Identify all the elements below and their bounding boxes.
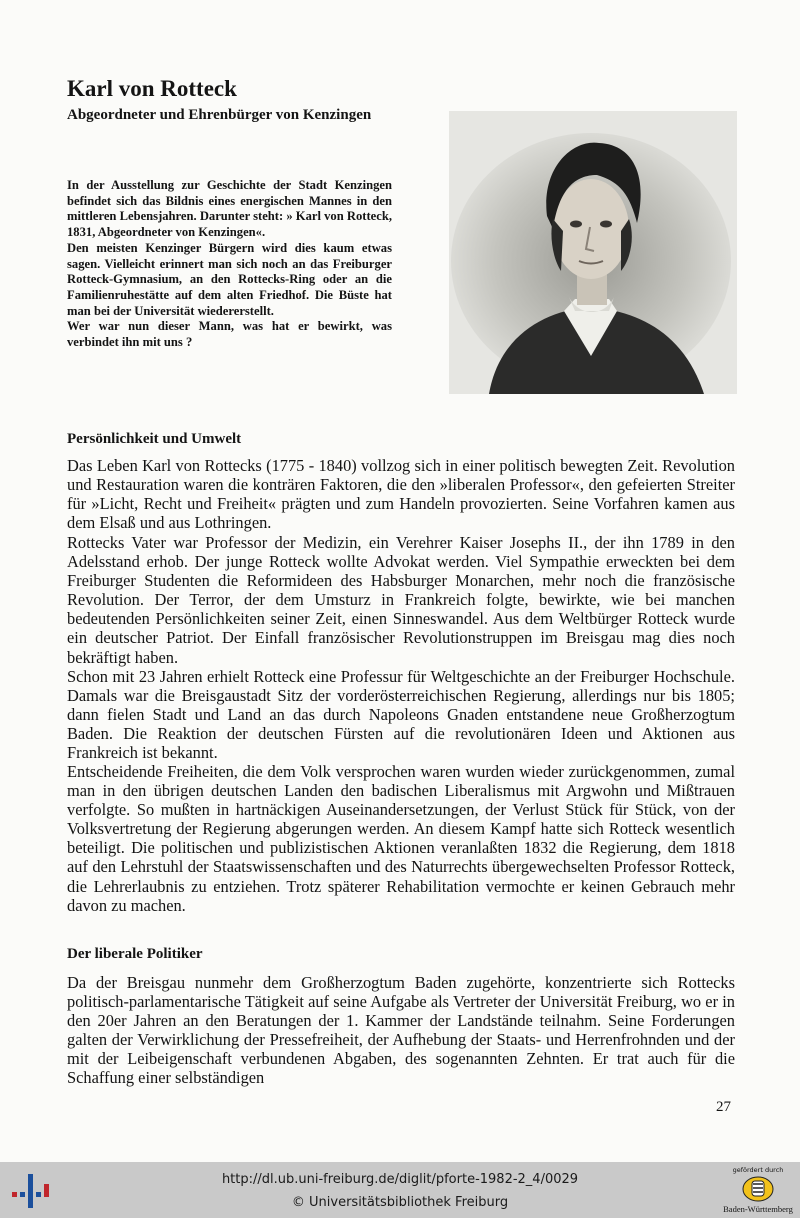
portrait-image (449, 111, 737, 394)
page-title: Karl von Rotteck (67, 76, 237, 101)
sponsor-badge (716, 1166, 800, 1216)
paragraph-2: Rottecks Vater war Professor der Medizin, ein Verehrer Kaiser Josephs II., der ihn 1789 in den Adelsstand erhob. Der junge Rotteck wollte Advokat werden. Viel Sympathie erweckten bei dem Freiburger Studenten die Reformideen des Habsburger Monarchen, mehr noch die französische Revolution. Der Terror, der dem Umsturz in Frankreich folgte, bewirkte, wie bei manchen bedeutenden Persönlichkeiten seiner Zeit, einen Sinneswandel. Aus dem Weltbürger Rotteck wurde ein deutscher Patriot. Der Einfall französischer Revolutionstruppen im Breisgau mag dies noch bekräftigt haben. (67, 533, 735, 667)
footer-url-link[interactable]: http://dl.ub.uni-freiburg.de/diglit/pforte-1982-2_4/0029 (221, 1172, 579, 1187)
paragraph-4: Entscheidende Freiheiten, die dem Volk versprochen waren wurden wieder zurückgenommen, zumal man in den übrigen deutschen Landen den badischen Liberalismus mit Argwohn und Mißtrauen verfolgte. So mußten in hartnäckigen Auseinandersetzungen, der Verlust Stück für Stück, von der Volksvertretung der Regierung abgerungen werden. An diesem Kampf hatte sich Rotteck wesentlich beteiligt. Die politischen und publizistischen Aktionen veranlaßten 1832 die Regierung, dem 1818 auf den Lehrstuhl der Staatswissenschaften und des Naturrechts übergewechselten Professor Rotteck, die Lehrerlaubnis zu entziehen. Trotz späterer Rehabilitation vermochte er keinen Gebrauch mehr davon zu machen. (67, 762, 735, 915)
sponsor-label: gefördert durch (732, 1166, 784, 1174)
paragraph-3: Schon mit 23 Jahren erhielt Rotteck eine Professur für Weltgeschichte an der Freiburger Hochschule. Damals war die Breisgaustadt Sitz der vorderösterreichischen Regierung, allerdings nur bis 1805; dann fielen Stadt und Land an das durch Napoleons Gnaden entstandene neue Großherzogtum Baden. Die Reaktion der deutschen Fürsten auf die revolutionären Ideen und Aktionen aus Frankreich ist bekannt. (67, 667, 735, 763)
section-heading-politician: Der liberale Politiker (67, 946, 203, 962)
intro-text: In der Ausstellung zur Geschichte der Stadt Kenzingen befindet sich das Bildnis eines energischen Mannes in den mittleren Lebensjahren. Darunter steht: » Karl von Rotteck, 1831, Abgeordneter von Kenzingen«. Den meisten Kenzinger Bürgern wird dies kaum etwas sagen. Vielleicht erinnert man sich noch an das Freiburger Rotteck-Gymnasium, an den Rottecks-Ring oder an die Familienruhestätte auf dem alten Friedhof. Die Büste hat man bei der Universität wiedererstellt. Wer war nun dieser Mann, was hat er bewirkt, was verbindet ihn mit uns ? (67, 178, 392, 350)
coat-of-arms-icon (742, 1176, 774, 1207)
paragraph-1: Das Leben Karl von Rottecks (1775 - 1840) vollzog sich in einer politisch bewegten Zeit. Revolution und Restauration waren die konträren Faktoren, die den »liberalen Professor«, den gefeierten Streiter für »Licht, Recht und Freiheit« prägten und zum Handeln provozierten. Seine Vorfahren kamen aus dem Elsaß und aus Lothringen. (67, 456, 735, 533)
paragraph-5: Da der Breisgau nunmehr dem Großherzogtum Baden zugehörte, konzentrierte sich Rottecks politisch-parlamentarische Tätigkeit auf seine Aufgabe als Vertreter der Universität Freiburg, wo er in den 20er Jahren an den Beratungen der 1. Kammer der Landstände teilnahm. Seine Forderungen galten der Verwirklichung der Pressefreiheit, der Aufhebung der Staats- und Herrenfrohnden und der mit der Leibeigenschaft verbundenen Abgaben, des sogenannten Zehnten. Er trat auch für die Schaffung einer selbständigen (67, 973, 735, 1088)
sponsor-name: Baden-Württemberg (723, 1204, 793, 1214)
section-heading-personality: Persönlichkeit und Umwelt (67, 431, 242, 447)
page-number: 27 (716, 1099, 731, 1115)
page-subtitle: Abgeordneter und Ehrenbürger von Kenzingen (67, 107, 372, 123)
footer-copyright: © Universitätsbibliothek Freiburg (291, 1195, 509, 1210)
footer-bar (0, 1162, 800, 1218)
